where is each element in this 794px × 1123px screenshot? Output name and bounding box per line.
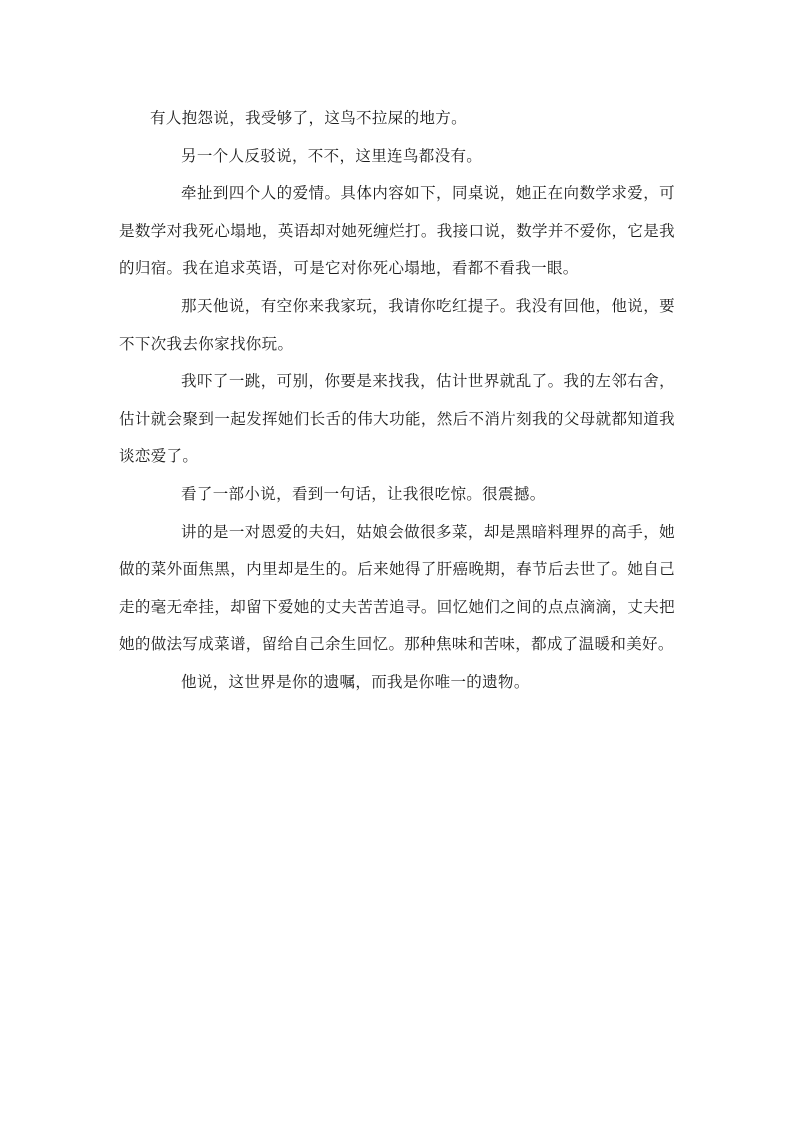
paragraph-6: 看了一部小说，看到一句话，让我很吃惊。很震撼。 (181, 484, 546, 503)
paragraph-8: 他说，这世界是你的遗嘱，而我是你唯一的遗物。 (181, 672, 530, 691)
paragraph-1: 有人抱怨说，我受够了，这鸟不拉屎的地方。 (150, 109, 468, 127)
paragraph-2: 另一个人反驳说，不不，这里连鸟都没有。 (181, 146, 483, 165)
paragraph-4: 那天他说，有空你来我家玩，我请你吃红提子。我没有回他，他说，要不下次我去你家找你玩。 (119, 296, 675, 353)
article-body (119, 100, 675, 702)
paragraph-3: 牵扯到四个人的爱情。具体内容如下，同桌说，她正在向数学求爱，可是数学对我死心塌地，英语却对她死缠烂打。我接口说，数学并不爱你，它是我的归宿。我在追求英语，可是它对你死心塌地，看都不看我一眼。 (119, 184, 675, 278)
paragraph-7: 讲的是一对恩爱的夫妇，姑娘会做很多菜，却是黑暗料理界的高手，她做的菜外面焦黑，内里却是生的。后来她得了肝癌晚期，春节后去世了。她自己走的毫无牵挂，却留下爱她的丈夫苦苦追寻。回忆她们之间的点点滴滴，丈夫把她的做法写成菜谱，留给自己余生回忆。那种焦味和苦味，都成了温暖和美好。 (119, 522, 675, 654)
paragraph-5: 我吓了一跳，可别，你要是来找我，估计世界就乱了。我的左邻右舍，估计就会聚到一起发挥她们长舌的伟大功能，然后不消片刻我的父母就都知道我谈恋爱了。 (119, 372, 675, 466)
